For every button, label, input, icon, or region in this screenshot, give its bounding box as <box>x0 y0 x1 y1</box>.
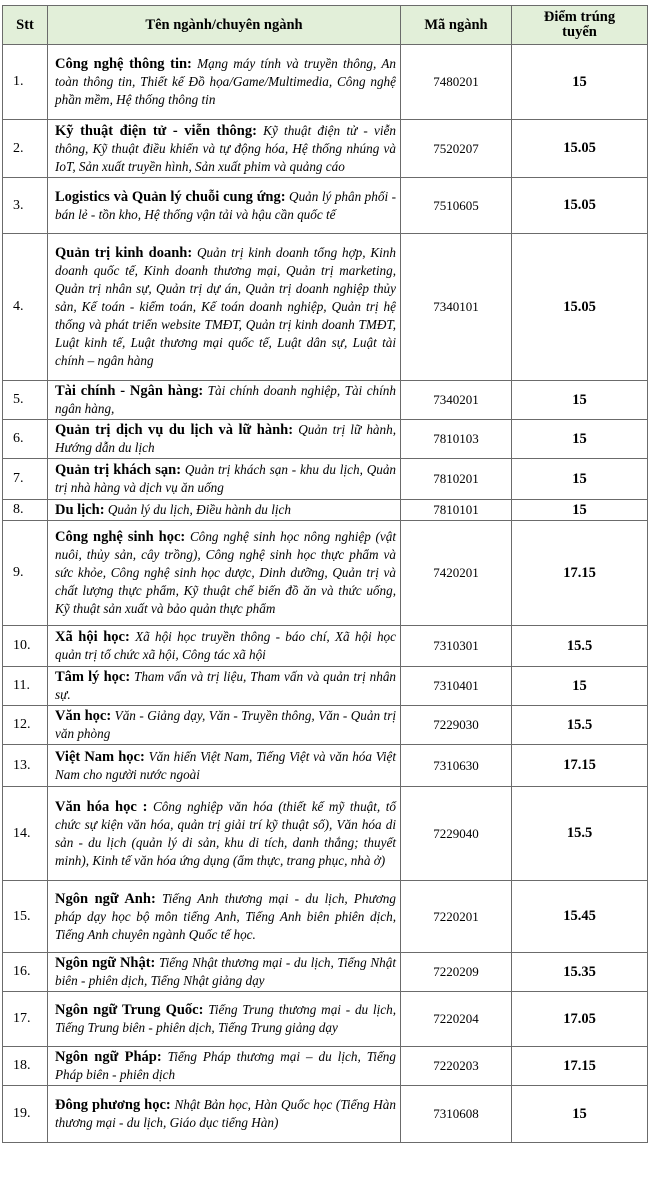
row-major-code: 7340201 <box>401 381 512 420</box>
table-row <box>3 178 648 234</box>
row-major-name-cell <box>48 626 401 667</box>
table-body <box>3 45 648 1143</box>
table-row <box>3 120 648 178</box>
row-major-code: 7220204 <box>401 992 512 1047</box>
row-stt: 5. <box>3 381 48 420</box>
major-title: Logistics và Quản lý chuỗi cung ứng: <box>55 188 286 205</box>
major-specializations: Tiếng Anh thương mại - du lịch, Phương pháp dạy học bộ môn tiếng Anh, Tiếng Anh biên phiên dịch, Tiếng Anh chuyên ngành Quốc tế học. <box>55 890 396 942</box>
admission-scores-table <box>2 5 648 1143</box>
row-major-code: 7310608 <box>401 1086 512 1143</box>
table-row <box>3 667 648 706</box>
row-stt: 4. <box>3 234 48 381</box>
header-major-name: Tên ngành/chuyên ngành <box>48 6 401 45</box>
row-stt: 8. <box>3 500 48 521</box>
row-major-code: 7220203 <box>401 1047 512 1086</box>
row-stt: 2. <box>3 120 48 178</box>
major-specializations: Quản trị kinh doanh tổng hợp, Kinh doanh quốc tế, Kinh doanh thương mại, Quản trị marketing, Quản trị nhân sự, Quản trị dự án, Quản trị doanh nghiệp thủy sản, Kế toán - kiểm toán, Kế toán doanh nghiệp, Quản trị hệ thống và phát triển website TMĐT, Quản trị kinh doanh TMĐT, Luật kinh tế, Luật thương mại quốc tế, Luật dân sự, Luật tài chính – ngân hàng <box>55 245 396 368</box>
major-title: Văn hóa học : <box>55 798 148 815</box>
major-title: Du lịch: <box>55 502 105 518</box>
row-stt: 19. <box>3 1086 48 1143</box>
row-admission-score: 15 <box>512 381 648 420</box>
row-stt: 14. <box>3 787 48 881</box>
major-specializations: Văn hiến Việt Nam, Tiếng Việt và văn hóa Việt Nam cho người nước ngoài <box>55 748 397 782</box>
row-major-name-cell <box>48 420 401 459</box>
row-admission-score: 17.05 <box>512 992 648 1047</box>
row-major-name-cell <box>48 881 401 953</box>
row-major-code: 7810103 <box>401 420 512 459</box>
row-stt: 10. <box>3 626 48 667</box>
row-major-name-cell <box>48 745 401 787</box>
major-title: Kỹ thuật điện tử - viễn thông: <box>55 122 257 139</box>
major-specializations: Tiếng Trung thương mại - du lịch, Tiếng Trung biên - phiên dịch, Tiếng Trung giảng dạy <box>55 1002 397 1035</box>
row-major-code: 7229030 <box>401 706 512 745</box>
major-specializations: Tham vấn và trị liệu, Tham vấn và quản trị nhân sự. <box>55 669 397 702</box>
major-title: Công nghệ thông tin: <box>55 56 192 72</box>
major-title: Văn học: <box>55 708 112 724</box>
major-specializations: Văn - Giảng dạy, Văn - Truyền thông, Văn - Quản trị văn phòng <box>55 708 396 741</box>
row-stt: 3. <box>3 178 48 234</box>
row-admission-score: 15 <box>512 667 648 706</box>
row-major-name-cell <box>48 45 401 120</box>
row-admission-score: 15.05 <box>512 120 648 178</box>
row-admission-score: 17.15 <box>512 1047 648 1086</box>
table-row <box>3 521 648 626</box>
row-stt: 6. <box>3 420 48 459</box>
row-major-name-cell <box>48 178 401 234</box>
major-title: Tâm lý học: <box>55 669 131 685</box>
major-specializations: Xã hội học truyền thông - báo chí, Xã hội học quản trị tổ chức xã hội, Công tác xã hội <box>55 629 396 662</box>
row-stt: 12. <box>3 706 48 745</box>
major-specializations: Tài chính doanh nghiệp, Tài chính ngân hàng, <box>55 383 396 416</box>
row-major-name-cell <box>48 992 401 1047</box>
row-major-code: 7310301 <box>401 626 512 667</box>
major-specializations: Công nghiệp văn hóa (thiết kế mỹ thuật, tổ chức sự kiện văn hóa, quản trị giải trí kỹ thuật số), Văn hóa di sản - du lịch (quản lý di sản, khu di tích, danh thắng; thuyết minh), Kinh tế văn hóa ứng dụng (ẩm thực, trang phục, nhà ở) <box>55 798 397 868</box>
row-major-name-cell <box>48 120 401 178</box>
major-specializations: Quản lý du lịch, Điều hành du lịch <box>107 502 291 517</box>
row-admission-score: 15 <box>512 45 648 120</box>
table-row <box>3 881 648 953</box>
row-stt: 16. <box>3 953 48 992</box>
row-major-name-cell <box>48 459 401 500</box>
row-major-name-cell <box>48 521 401 626</box>
row-admission-score: 15 <box>512 1086 648 1143</box>
row-major-code: 7810101 <box>401 500 512 521</box>
major-specializations: Kỹ thuật điện tử - viễn thông, Kỹ thuật điều khiển và tự động hóa, Hệ thống nhúng và IoT, Sản xuất truyền hình, Sản xuất phim và quảng cáo <box>55 122 396 174</box>
major-title: Đông phương học: <box>55 1097 171 1113</box>
table-row <box>3 787 648 881</box>
major-title: Quản trị dịch vụ du lịch và lữ hành: <box>55 422 294 438</box>
major-title: Xã hội học: <box>55 629 130 645</box>
row-major-code: 7229040 <box>401 787 512 881</box>
row-stt: 9. <box>3 521 48 626</box>
table-row <box>3 234 648 381</box>
table-row <box>3 1086 648 1143</box>
row-stt: 1. <box>3 45 48 120</box>
row-major-code: 7310401 <box>401 667 512 706</box>
major-specializations: Quản trị khách sạn - khu du lịch, Quản trị nhà hàng và dịch vụ ăn uống <box>55 462 397 495</box>
row-major-name-cell <box>48 500 401 521</box>
row-stt: 18. <box>3 1047 48 1086</box>
table-row <box>3 459 648 500</box>
major-specializations: Tiếng Nhật thương mại - du lịch, Tiếng Nhật biên - phiên dịch, Tiếng Nhật giảng dạy <box>55 955 396 988</box>
table-row <box>3 745 648 787</box>
row-admission-score: 15.05 <box>512 178 648 234</box>
row-admission-score: 15 <box>512 459 648 500</box>
major-title: Việt Nam học: <box>55 748 145 765</box>
major-specializations: Tiếng Pháp thương mại – du lịch, Tiếng Pháp biên - phiên dịch <box>55 1049 396 1082</box>
table-row <box>3 1047 648 1086</box>
row-admission-score: 15.5 <box>512 706 648 745</box>
row-admission-score: 15.35 <box>512 953 648 992</box>
header-stt: Stt <box>3 6 48 45</box>
row-admission-score: 15 <box>512 420 648 459</box>
row-admission-score: 15.05 <box>512 234 648 381</box>
row-major-name-cell <box>48 234 401 381</box>
major-title: Ngôn ngữ Pháp: <box>55 1049 162 1065</box>
major-specializations: Công nghệ sinh học nông nghiệp (vật nuôi, thủy sản, cây trồng), Công nghệ sinh học thực phẩm và sức khỏe, Công nghệ sinh học dược, Dinh dưỡng, Quản trị và chất lượng thực phẩm, Kỹ thuật chế biến đồ ăn và thức uống, Kỹ thuật sản xuất và bảo quản thực phẩm <box>55 529 397 616</box>
row-stt: 15. <box>3 881 48 953</box>
major-title: Ngôn ngữ Anh: <box>55 890 156 907</box>
major-specializations: Quản lý phân phối - bán lẻ - tồn kho, Hệ thống vận tải và hậu cần quốc tế <box>55 188 396 222</box>
table-row <box>3 420 648 459</box>
table-row <box>3 381 648 420</box>
major-title: Quản trị kinh doanh: <box>55 245 193 261</box>
row-major-name-cell <box>48 667 401 706</box>
table-row <box>3 45 648 120</box>
table-row <box>3 706 648 745</box>
table-header-row <box>3 6 648 45</box>
table-row <box>3 626 648 667</box>
major-title: Công nghệ sinh học: <box>55 529 186 545</box>
row-major-code: 7520207 <box>401 120 512 178</box>
header-major-code: Mã ngành <box>401 6 512 45</box>
row-admission-score: 15 <box>512 500 648 521</box>
row-major-code: 7420201 <box>401 521 512 626</box>
row-major-code: 7480201 <box>401 45 512 120</box>
row-major-name-cell <box>48 787 401 881</box>
major-title: Ngôn ngữ Nhật: <box>55 955 156 971</box>
table-row <box>3 992 648 1047</box>
table-row <box>3 953 648 992</box>
major-title: Quản trị khách sạn: <box>55 462 182 478</box>
row-major-code: 7510605 <box>401 178 512 234</box>
row-admission-score: 15.45 <box>512 881 648 953</box>
table-row <box>3 500 648 521</box>
row-stt: 13. <box>3 745 48 787</box>
row-admission-score: 15.5 <box>512 626 648 667</box>
major-specializations: Mạng máy tính và truyền thông, An toàn thông tin, Thiết kế Đồ họa/Game/Multimedia, Công nghệ phần mềm, Hệ thống thông tin <box>55 56 396 107</box>
row-major-code: 7810201 <box>401 459 512 500</box>
row-major-name-cell <box>48 1047 401 1086</box>
admission-scores-table-container <box>2 5 647 1143</box>
row-major-code: 7310630 <box>401 745 512 787</box>
major-title: Ngôn ngữ Trung Quốc: <box>55 1002 204 1018</box>
row-admission-score: 15.5 <box>512 787 648 881</box>
row-admission-score: 17.15 <box>512 745 648 787</box>
row-stt: 11. <box>3 667 48 706</box>
row-major-name-cell <box>48 381 401 420</box>
header-admission-score-label: Điểm trúng tuyển <box>543 9 616 40</box>
row-major-name-cell <box>48 1086 401 1143</box>
row-admission-score: 17.15 <box>512 521 648 626</box>
row-stt: 17. <box>3 992 48 1047</box>
row-major-name-cell <box>48 953 401 992</box>
row-stt: 7. <box>3 459 48 500</box>
row-major-code: 7220201 <box>401 881 512 953</box>
header-admission-score <box>512 6 648 45</box>
major-specializations: Nhật Bản học, Hàn Quốc học (Tiếng Hàn thương mại - du lịch, Giáo dục tiếng Hàn) <box>55 1097 396 1130</box>
major-title: Tài chính - Ngân hàng: <box>55 383 204 399</box>
row-major-name-cell <box>48 706 401 745</box>
row-major-code: 7340101 <box>401 234 512 381</box>
major-specializations: Quản trị lữ hành, Hướng dẫn du lịch <box>55 422 397 455</box>
row-major-code: 7220209 <box>401 953 512 992</box>
